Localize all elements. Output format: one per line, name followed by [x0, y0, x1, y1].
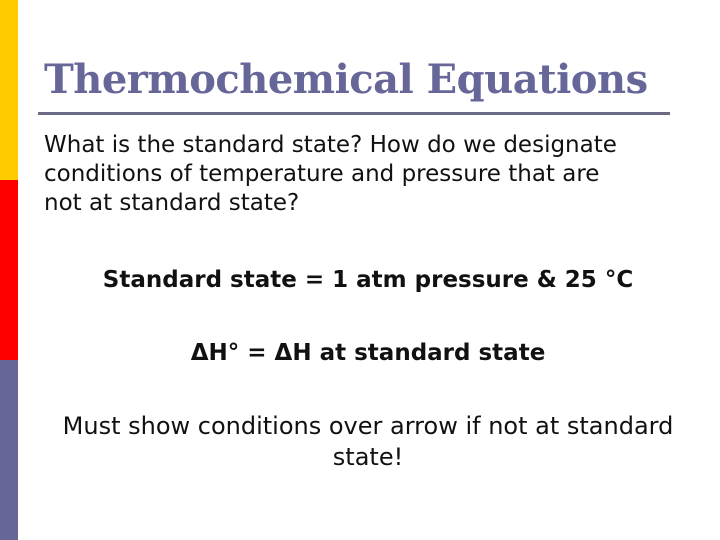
standard-state-definition: Standard state = 1 atm pressure & 25 °C [102, 267, 634, 293]
accent-bar-yellow [0, 0, 18, 180]
intro-question: What is the standard state? How do we designate conditions of temperature and pressure that are not at standard state? [44, 132, 617, 216]
accent-bar-purple [0, 360, 18, 540]
conditions-note: Must show conditions over arrow if not at standard state! [62, 412, 674, 471]
delta-h-definition: ΔH° = ΔH at standard state [190, 340, 546, 366]
title-divider [38, 112, 670, 115]
slide-title: Thermochemical Equations [44, 56, 648, 103]
